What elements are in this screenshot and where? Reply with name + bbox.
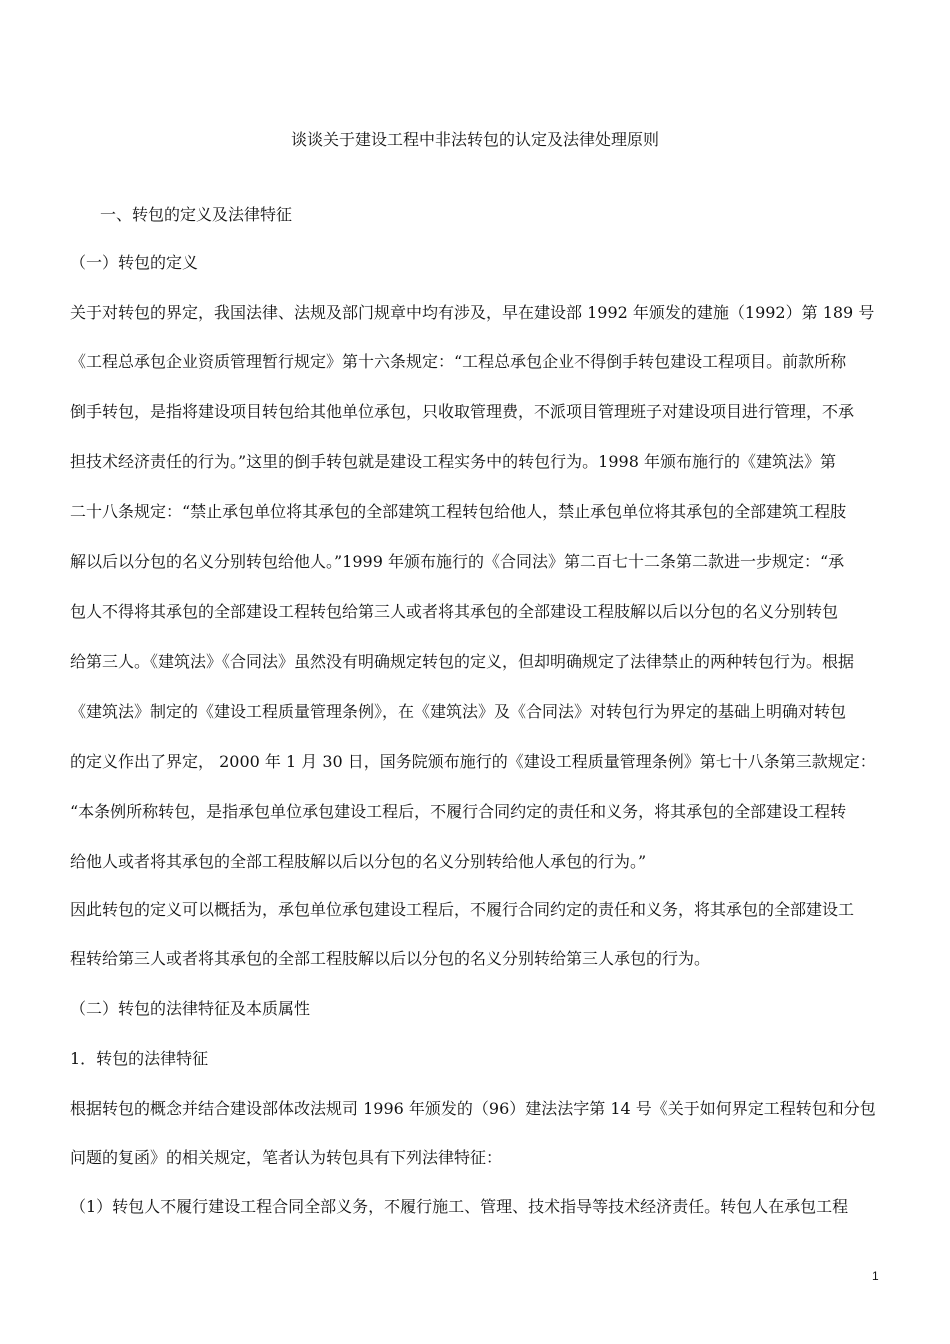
paragraph-line: 担技术经济责任的行为。”这里的倒手转包就是建设工程实务中的转包行为。1998 年颁布施行的《建筑法》第 (70, 452, 836, 471)
paragraph-line: 因此转包的定义可以概括为，承包单位承包建设工程后，不履行合同约定的责任和义务，将其承包的全部建设工 (70, 900, 855, 919)
subsection-heading: （一）转包的定义 (70, 253, 199, 272)
subsection-heading: （二）转包的法律特征及本质属性 (70, 999, 311, 1018)
paragraph-line: 程转给第三人或者将其承包的全部工程肢解以后以分包的名义分别转给第三人承包的行为。 (70, 949, 711, 968)
page-number: 1 (872, 1269, 879, 1283)
paragraph-line: 关于对转包的界定，我国法律、法规及部门规章中均有涉及，早在建设部 1992 年颁发的建施（1992）第 189 号 (70, 303, 875, 322)
paragraph-line: 倒手转包，是指将建设项目转包给其他单位承包，只收取管理费，不派项目管理班子对建设项目进行管理，不承 (70, 402, 855, 421)
sub-subsection-heading: 1．转包的法律特征 (70, 1049, 209, 1068)
paragraph-line: 根据转包的概念并结合建设部体改法规司 1996 年颁发的（96）建法法字第 14 号《关于如何界定工程转包和分包 (70, 1099, 876, 1118)
paragraph-line: 给他人或者将其承包的全部工程肢解以后以分包的名义分别转给他人承包的行为。” (70, 852, 647, 871)
paragraph-line: 给第三人。《建筑法》《合同法》虽然没有明确规定转包的定义，但却明确规定了法律禁止的两种转包行为。根据 (70, 652, 855, 671)
paragraph-line: 的定义作出了界定， 2000 年 1 月 30 日，国务院颁布施行的《建设工程质量管理条例》第七十八条第三款规定： (70, 752, 876, 771)
paragraph-line: 《工程总承包企业资质管理暂行规定》第十六条规定：“工程总承包企业不得倒手转包建设工程项目。前款所称 (70, 352, 847, 371)
paragraph-line: 解以后以分包的名义分别转包给他人。”1999 年颁布施行的《合同法》第二百七十二条第二款进一步规定：“承 (70, 552, 845, 571)
paragraph-line: 《建筑法》制定的《建设工程质量管理条例》，在《建筑法》及《合同法》对转包行为界定的基础上明确对转包 (70, 702, 847, 721)
paragraph-line: “本条例所称转包，是指承包单位承包建设工程后，不履行合同约定的责任和义务，将其承包的全部建设工程转 (70, 802, 847, 821)
paragraph-line: （1）转包人不履行建设工程合同全部义务，不履行施工、管理、技术指导等技术经济责任。转包人在承包工程 (70, 1197, 849, 1216)
document-title: 谈谈关于建设工程中非法转包的认定及法律处理原则 (290, 130, 659, 149)
paragraph-line: 二十八条规定：“禁止承包单位将其承包的全部建筑工程转包给他人，禁止承包单位将其承包的全部建筑工程肢 (70, 502, 847, 521)
section-heading: 一、转包的定义及法律特征 (100, 205, 293, 224)
paragraph-line: 问题的复函》的相关规定，笔者认为转包具有下列法律特征： (70, 1148, 503, 1167)
paragraph-line: 包人不得将其承包的全部建设工程转包给第三人或者将其承包的全部建设工程肢解以后以分包的名义分别转包 (70, 602, 839, 621)
